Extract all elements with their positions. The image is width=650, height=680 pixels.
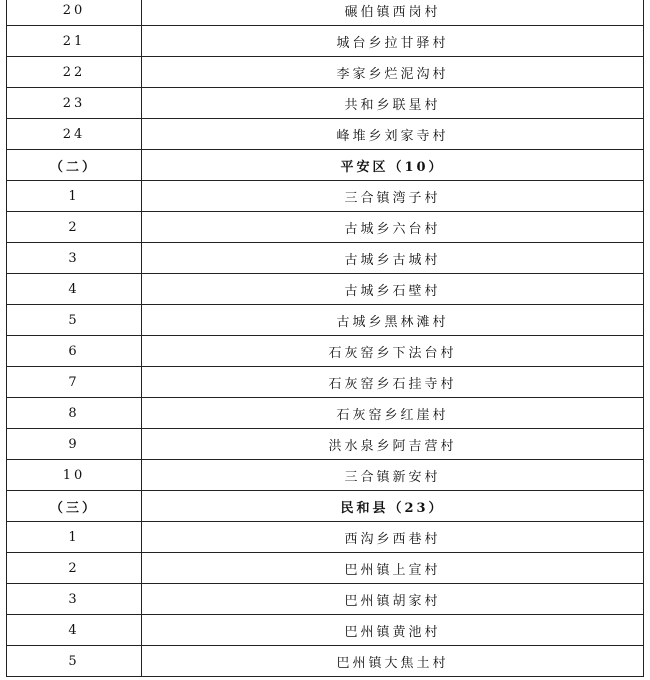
- village-name-cell: 石灰窑乡石挂寺村: [142, 367, 644, 398]
- village-name-cell: 巴州镇黄池村: [142, 615, 644, 646]
- row-number-cell: 3: [7, 243, 142, 274]
- row-number-cell: 6: [7, 336, 142, 367]
- village-name-cell: 城台乡拉甘驿村: [142, 26, 644, 57]
- table-row: [7, 615, 644, 646]
- village-name-cell: 巴州镇上宣村: [142, 553, 644, 584]
- row-number-cell: 21: [7, 26, 142, 57]
- village-name-cell: 古城乡古城村: [142, 243, 644, 274]
- village-name-cell: 峰堆乡刘家寺村: [142, 119, 644, 150]
- row-number-cell: 2: [7, 212, 142, 243]
- row-number-cell: 9: [7, 429, 142, 460]
- village-name-cell: 巴州镇胡家村: [142, 584, 644, 615]
- section-title-cell: 民和县（23）: [142, 491, 644, 522]
- table-row: [7, 646, 644, 677]
- row-number-cell: 1: [7, 522, 142, 553]
- village-name-cell: 古城乡石壁村: [142, 274, 644, 305]
- village-list-table: [6, 0, 644, 677]
- row-number-cell: 5: [7, 305, 142, 336]
- table-row: [7, 243, 644, 274]
- row-number-cell: 1: [7, 181, 142, 212]
- village-name-cell: 共和乡联星村: [142, 88, 644, 119]
- village-name-cell: 三合镇湾子村: [142, 181, 644, 212]
- table-body: [7, 0, 644, 677]
- row-number-cell: 2: [7, 553, 142, 584]
- table-row: [7, 274, 644, 305]
- section-title-cell: 平安区（10）: [142, 150, 644, 181]
- table-row: [7, 0, 644, 26]
- row-number-cell: 5: [7, 646, 142, 677]
- village-name-cell: 碾伯镇西岗村: [142, 0, 644, 26]
- row-number-cell: 7: [7, 367, 142, 398]
- row-number-cell: 4: [7, 274, 142, 305]
- row-number-cell: 8: [7, 398, 142, 429]
- row-number-cell: 22: [7, 57, 142, 88]
- table-row: [7, 26, 644, 57]
- table-row: [7, 305, 644, 336]
- village-name-cell: 洪水泉乡阿吉营村: [142, 429, 644, 460]
- village-name-cell: 古城乡六台村: [142, 212, 644, 243]
- row-number-cell: 23: [7, 88, 142, 119]
- row-number-cell: 24: [7, 119, 142, 150]
- village-name-cell: 石灰窑乡下法台村: [142, 336, 644, 367]
- table-row: [7, 336, 644, 367]
- village-name-cell: 三合镇新安村: [142, 460, 644, 491]
- table-row: [7, 57, 644, 88]
- row-number-cell: 4: [7, 615, 142, 646]
- table-row: [7, 88, 644, 119]
- table-row: [7, 553, 644, 584]
- village-name-cell: 西沟乡西巷村: [142, 522, 644, 553]
- table-row: [7, 584, 644, 615]
- section-number-cell: （二）: [7, 150, 142, 181]
- table-row: [7, 119, 644, 150]
- village-name-cell: 李家乡烂泥沟村: [142, 57, 644, 88]
- village-name-cell: 巴州镇大焦土村: [142, 646, 644, 677]
- row-number-cell: 3: [7, 584, 142, 615]
- row-number-cell: 10: [7, 460, 142, 491]
- table-row: [7, 522, 644, 553]
- village-name-cell: 古城乡黑林滩村: [142, 305, 644, 336]
- table-row: [7, 429, 644, 460]
- section-header-row: [7, 491, 644, 522]
- section-number-cell: （三）: [7, 491, 142, 522]
- row-number-cell: 20: [7, 0, 142, 26]
- table-row: [7, 398, 644, 429]
- table-row: [7, 460, 644, 491]
- section-header-row: [7, 150, 644, 181]
- table-row: [7, 367, 644, 398]
- table-row: [7, 212, 644, 243]
- village-name-cell: 石灰窑乡红崖村: [142, 398, 644, 429]
- table-row: [7, 181, 644, 212]
